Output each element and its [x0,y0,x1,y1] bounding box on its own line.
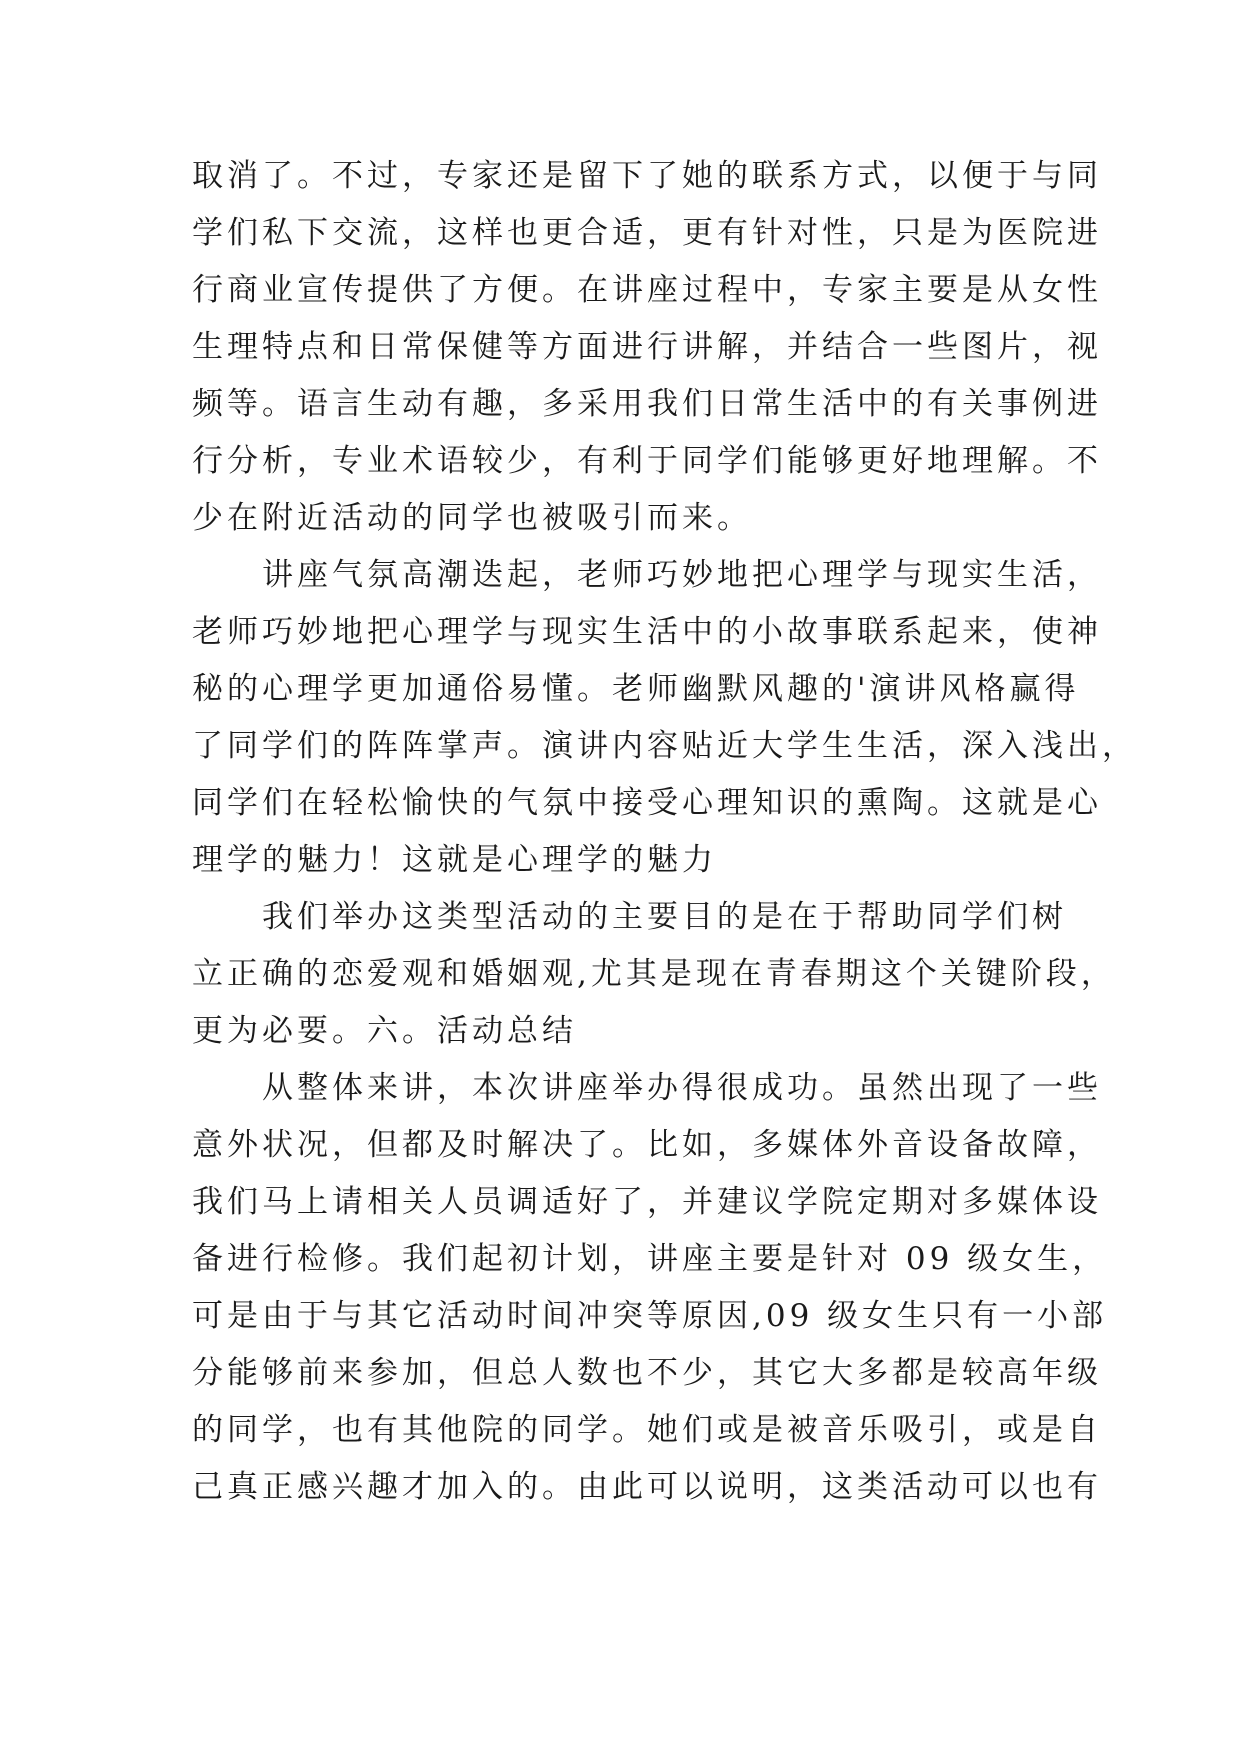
text-line: 少在附近活动的同学也被吸引而来。 [192,500,752,536]
paragraph-activity-purpose [192,889,1116,1060]
text-line: 意外状况，但都及时解决了。比如，多媒体外音设备故障， [192,1127,1102,1163]
text-line: 己真正感兴趣才加入的。由此可以说明，这类活动可以也有 [192,1469,1102,1505]
text-line: 更为必要。六。活动总结 [192,1013,577,1049]
text-line: 理学的魅力！这就是心理学的魅力 [192,842,717,878]
text-line: 立正确的恋爱观和婚姻观,尤其是现在青春期这个关键阶段， [192,956,1116,992]
paragraph-activity-summary [192,1060,1108,1516]
text-line: 行分析，专业术语较少，有利于同学们能够更好地理解。不 [192,443,1102,479]
text-line: 学们私下交流，这样也更合适，更有针对性，只是为医院进 [192,215,1102,251]
document-body [192,148,1137,1516]
text-line: 老师巧妙地把心理学与现实生活中的小故事联系起来，使神 [192,614,1102,650]
text-line: 备进行检修。我们起初计划，讲座主要是针对 09 级女生， [192,1241,1108,1277]
text-line: 取消了。不过，专家还是留下了她的联系方式，以便于与同 [192,158,1102,194]
text-line: 秘的心理学更加通俗易懂。老师幽默风趣的'演讲风格赢得 [192,671,1080,707]
paragraph-lecture-content [192,148,1102,547]
text-line: 我们举办这类型活动的主要目的是在于帮助同学们树 [262,899,1067,935]
text-line: 了同学们的阵阵掌声。演讲内容贴近大学生生活，深入浅出， [192,728,1137,764]
text-line: 可是由于与其它活动时间冲突等原因,09 级女生只有一小部 [192,1298,1108,1334]
text-line: 从整体来讲，本次讲座举办得很成功。虽然出现了一些 [262,1070,1102,1106]
text-line: 的同学，也有其他院的同学。她们或是被音乐吸引，或是自 [192,1412,1102,1448]
text-line: 讲座气氛高潮迭起，老师巧妙地把心理学与现实生活， [262,557,1102,593]
text-line: 分能够前来参加，但总人数也不少，其它大多都是较高年级 [192,1355,1102,1391]
paragraph-lecture-atmosphere [192,547,1137,889]
text-line: 我们马上请相关人员调适好了，并建议学院定期对多媒体设 [192,1184,1102,1220]
text-line: 行商业宣传提供了方便。在讲座过程中，专家主要是从女性 [192,272,1102,308]
text-line: 同学们在轻松愉快的气氛中接受心理知识的熏陶。这就是心 [192,785,1102,821]
text-line: 生理特点和日常保健等方面进行讲解，并结合一些图片，视 [192,329,1102,365]
text-line: 频等。语言生动有趣，多采用我们日常生活中的有关事例进 [192,386,1102,422]
